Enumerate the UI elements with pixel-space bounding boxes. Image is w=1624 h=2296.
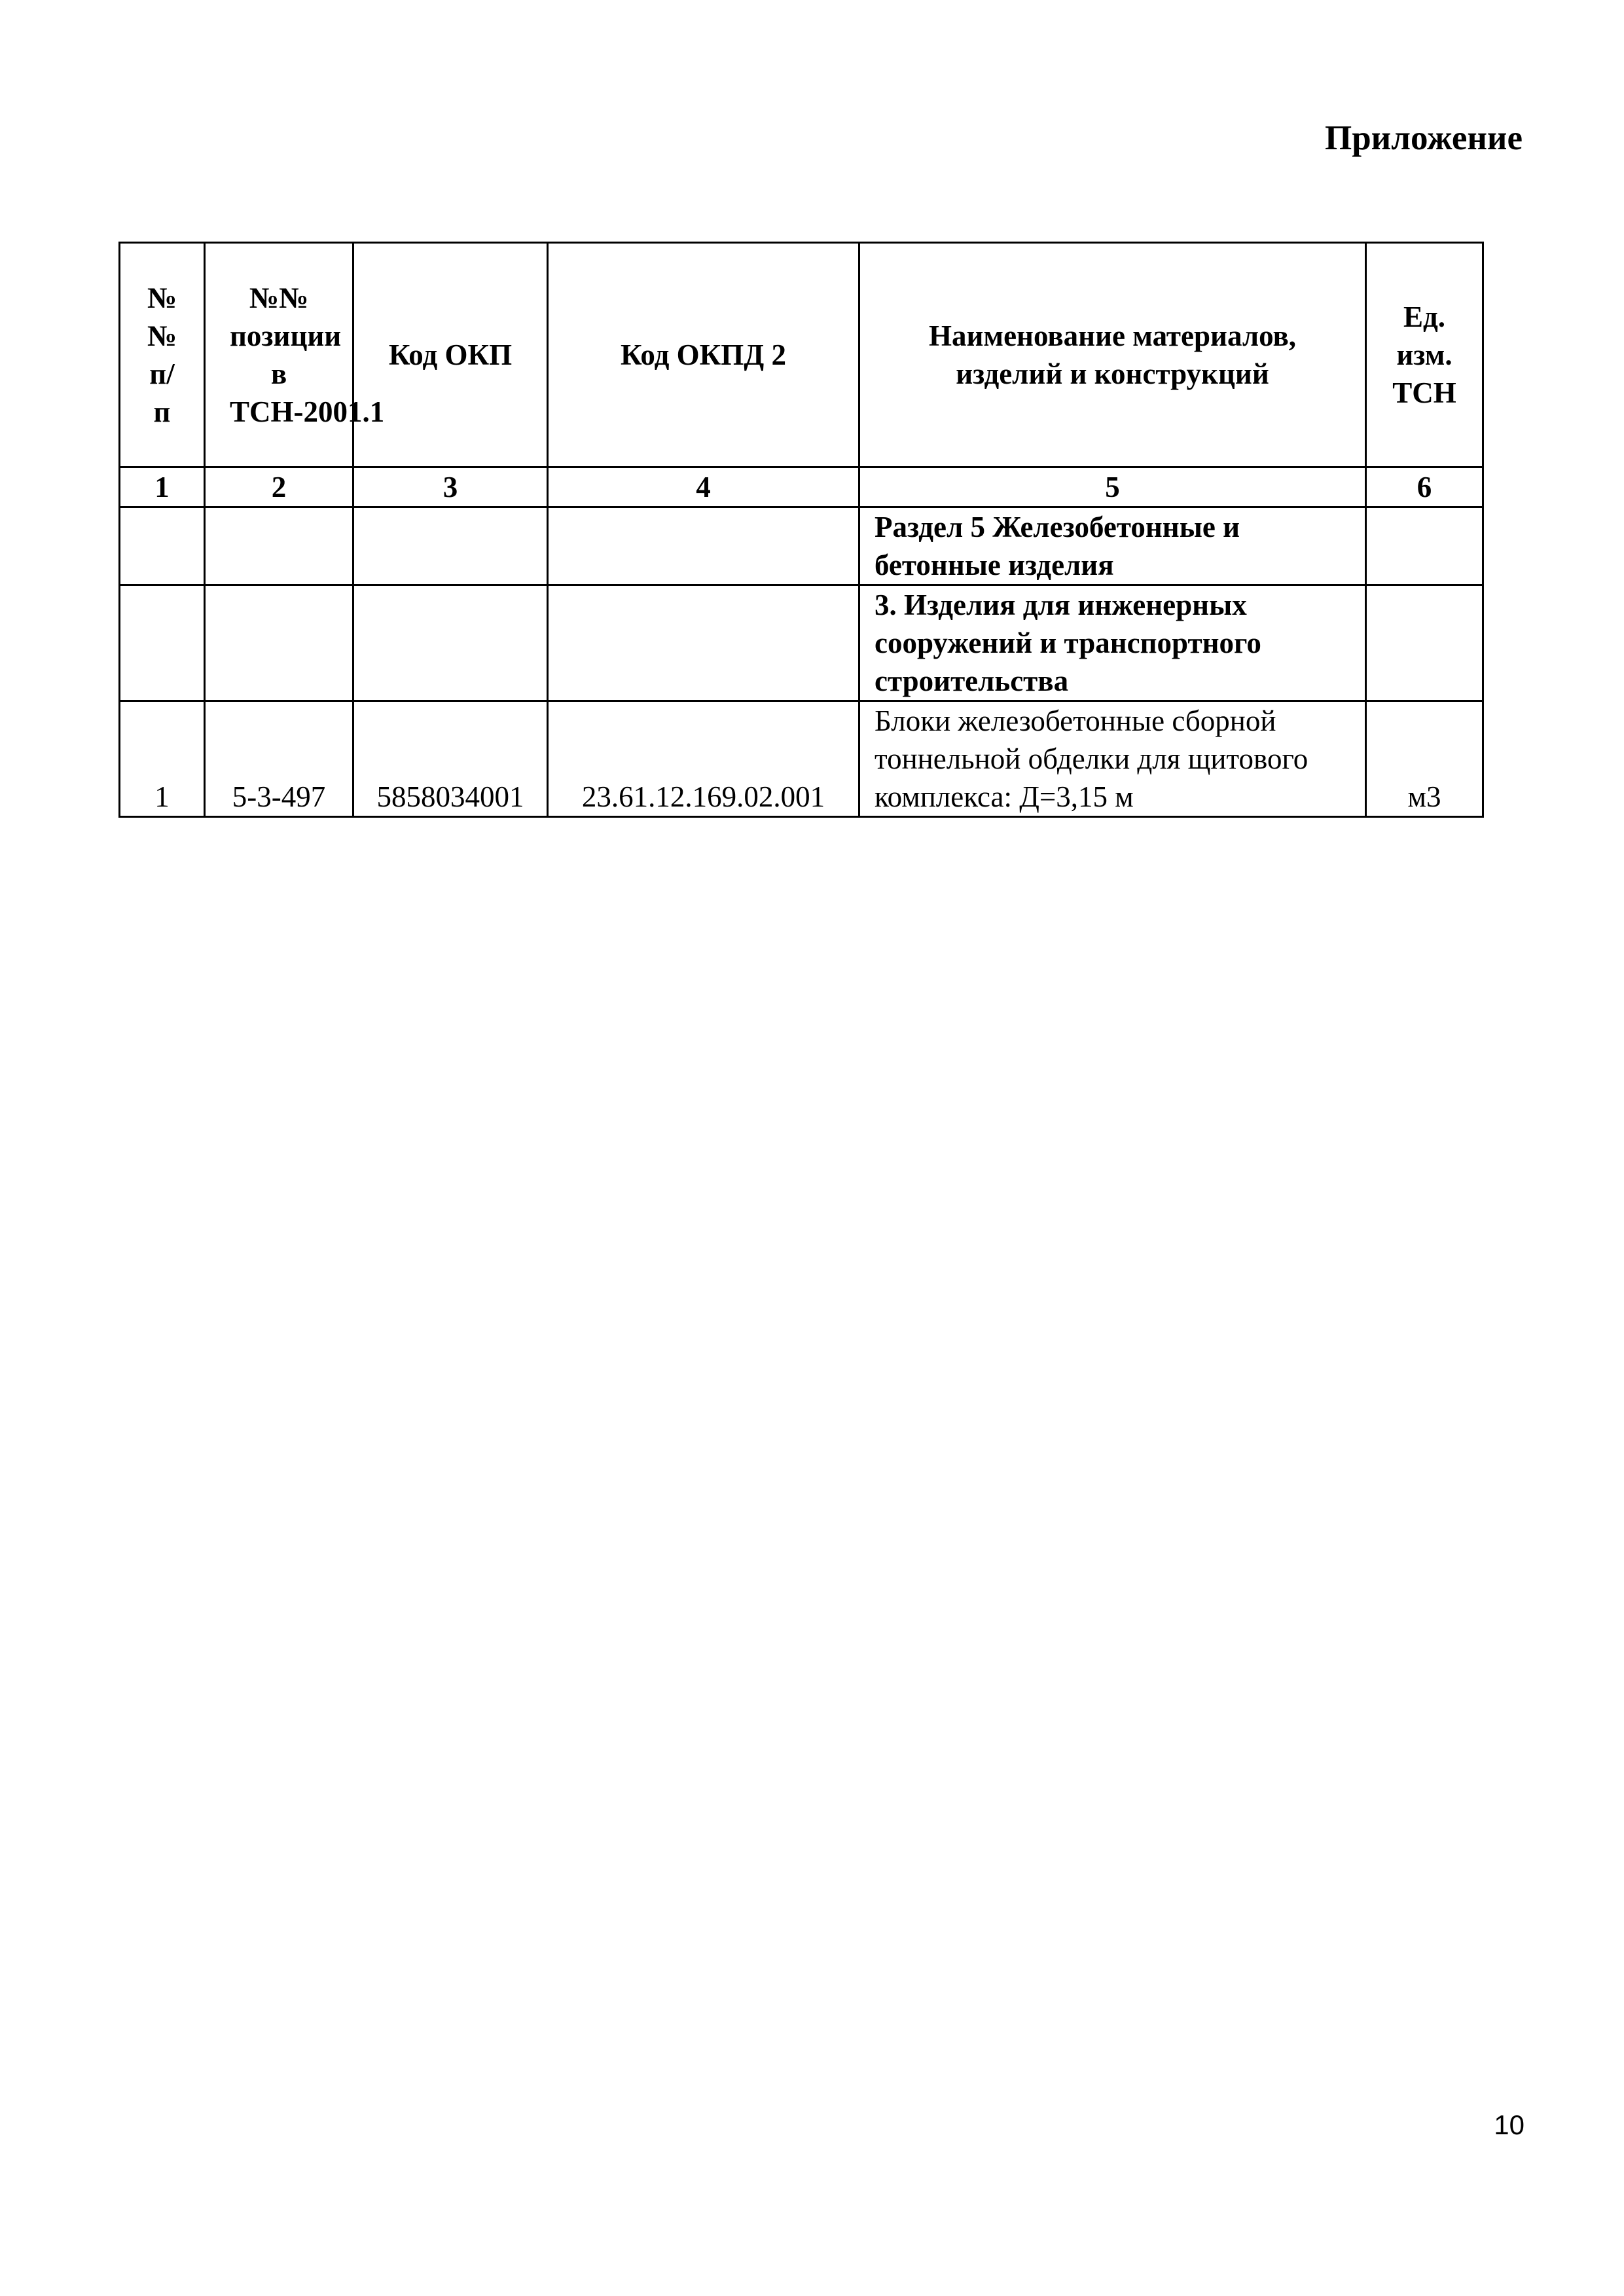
column-number: 5 [859, 467, 1366, 507]
section-row [120, 507, 1483, 585]
page-heading: Приложение [1324, 119, 1523, 157]
column-number: 6 [1366, 467, 1483, 507]
empty-cell [120, 585, 205, 701]
empty-cell [548, 585, 859, 701]
empty-cell [1366, 507, 1483, 585]
header-okpd2-code: Код ОКПД 2 [548, 243, 859, 467]
header-position: №№ позиции в ТСН-2001.1 [205, 243, 353, 467]
column-number: 2 [205, 467, 353, 507]
row-number: 1 [120, 701, 205, 817]
header-okp-code: Код ОКП [353, 243, 548, 467]
materials-table [118, 242, 1484, 818]
empty-cell [548, 507, 859, 585]
row-position: 5-3-497 [205, 701, 353, 817]
empty-cell [205, 507, 353, 585]
column-number: 3 [353, 467, 548, 507]
column-number-row [120, 467, 1483, 507]
page-number: 10 [1494, 2109, 1525, 2140]
row-okp-code: 5858034001 [353, 701, 548, 817]
header-name: Наименование материалов, изделий и конструкций [859, 243, 1366, 467]
header-row-number: № № п/п [120, 243, 205, 467]
empty-cell [353, 585, 548, 701]
subsection-title: 3. Изделия для инженерных сооружений и транспортного строительства [859, 585, 1366, 701]
empty-cell [205, 585, 353, 701]
column-number: 1 [120, 467, 205, 507]
table-row [120, 701, 1483, 817]
row-okpd2-code: 23.61.12.169.02.001 [548, 701, 859, 817]
subsection-row [120, 585, 1483, 701]
table-header-row [120, 243, 1483, 467]
column-number: 4 [548, 467, 859, 507]
empty-cell [120, 507, 205, 585]
row-unit: м3 [1366, 701, 1483, 817]
section-title: Раздел 5 Железобетонные и бетонные изделия [859, 507, 1366, 585]
row-name: Блоки железобетонные сборной тоннельной обделки для щитового комплекса: Д=3,15 м [859, 701, 1366, 817]
header-unit: Ед. изм. ТСН [1366, 243, 1483, 467]
empty-cell [1366, 585, 1483, 701]
empty-cell [353, 507, 548, 585]
